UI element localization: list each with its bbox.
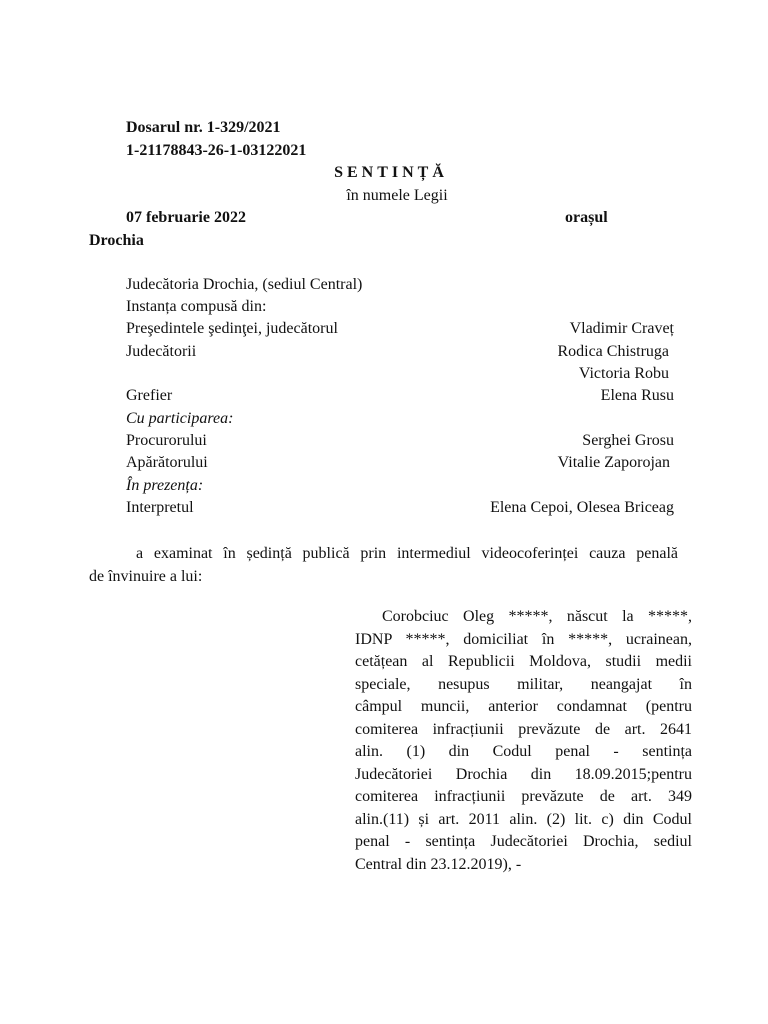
case-code: 1-21178843-26-1-03122021 [126,142,307,159]
defendant-line: penal - sentința Judecătoriei Drochia, sediul [355,833,692,850]
defendant-line: Central din 23.12.2019), - [355,855,522,873]
city-name: Drochia [89,232,144,249]
participation-label: Cu participarea: [126,410,234,427]
defendant-line: comiterea infracțiunii prevăzute de art. 2641 [355,720,692,738]
defendant-line: alin.(11) și art. 2011 alin. (2) lit. c) din Codul [355,810,692,828]
president-label: Preşedintele şedinţei, judecătorul [126,320,338,337]
case-number: Dosarul nr. 1-329/2021 [126,119,281,136]
judges-label: Judecătorii [126,343,197,360]
intro-line-2: de învinuire a lui: [89,568,203,585]
defendant-line: Corobciuc Oleg *****, născut la *****, [382,608,692,625]
interpreter-names: Elena Cepoi, Olesea Briceag [490,499,674,516]
defendant-line: cetățean al Republicii Moldova, studii medii [355,653,692,670]
intro-paragraph [136,543,678,565]
defendant-line: Judecătoriei Drochia din 18.09.2015;pentru [355,765,692,783]
sentence-date: 07 februarie 2022 [126,209,246,226]
president-name: Vladimir Craveț [569,320,674,337]
document-subtitle: în numele Legii [346,187,448,204]
clerk-name: Elena Rusu [600,387,674,404]
defendant-description [355,606,692,876]
presence-label: În prezența: [126,477,204,494]
defendant-line: speciale, nesupus militar, neangajat în [355,675,692,693]
court-name: Judecătoria Drochia, (sediul Central) [126,276,363,293]
defender-label: Apărătorului [126,454,208,471]
prosecutor-label: Procurorului [126,432,207,449]
defendant-line: câmpul muncii, anterior condamnat (pentru [355,698,692,715]
composition-label: Instanța compusă din: [126,298,267,315]
judge-name-1: Rodica Chistruga [557,343,669,360]
defendant-line: comiterea infracțiunii prevăzute de art. 349 [355,788,692,805]
judge-name-2: Victoria Robu [578,365,669,382]
document-title: SENTINȚĂ [334,164,448,181]
prosecutor-name: Serghei Grosu [582,432,674,449]
defendant-line: alin. (1) din Codul penal - sentința [355,743,692,760]
clerk-label: Grefier [126,387,173,404]
intro-line-1: a examinat în ședință publică prin intermediul videocoferinței cauza penală [136,545,678,562]
defendant-line: IDNP *****, domiciliat în *****, ucrainean, [355,630,692,648]
city-label: orașul [565,209,608,226]
defender-name: Vitalie Zaporojan [557,454,670,471]
interpreter-label: Interpretul [126,499,194,516]
